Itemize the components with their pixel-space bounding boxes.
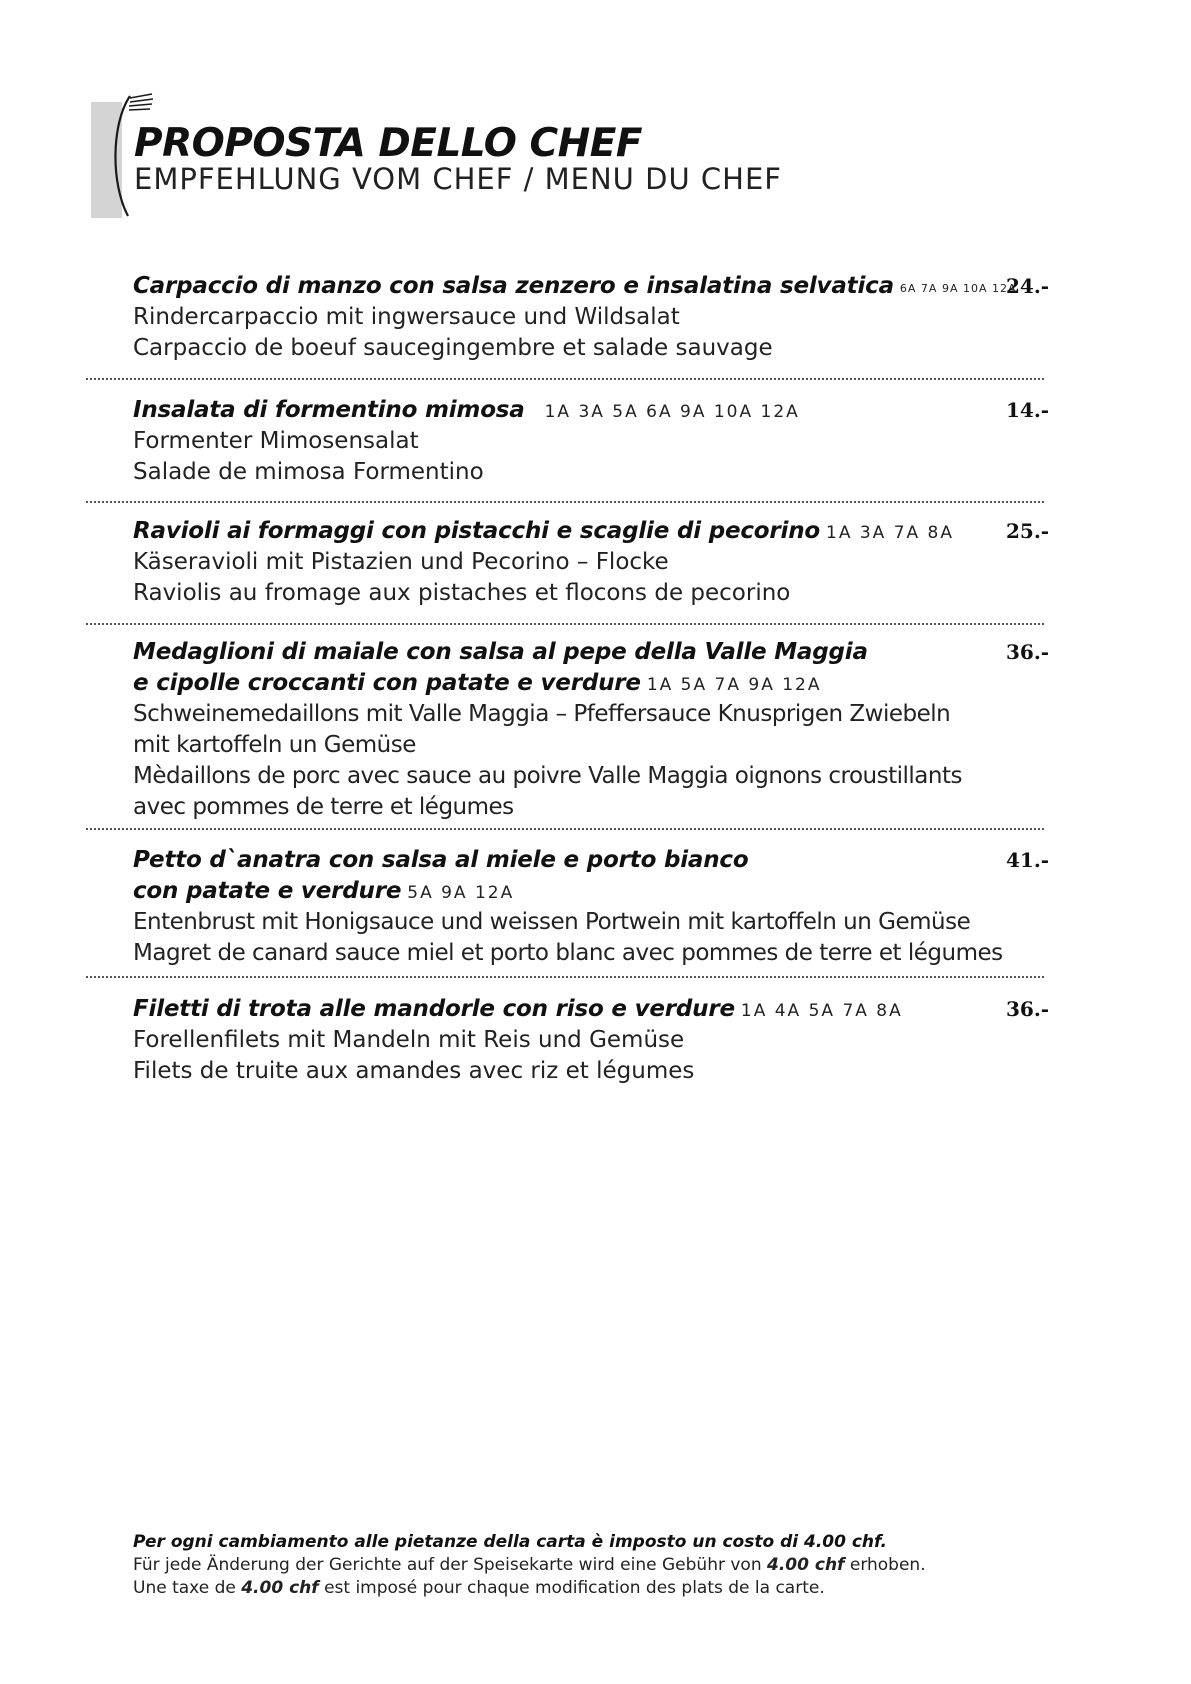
item-name-it-line1: Medaglioni di maiale con salsa al pepe della Valle Maggia bbox=[133, 639, 868, 665]
item-title-line bbox=[133, 516, 1123, 547]
item-title-line bbox=[133, 395, 1123, 426]
menu-item-ravioli bbox=[133, 516, 1123, 609]
item-name-it: Ravioli ai formaggi con pistacchi e scaglie di pecorino bbox=[133, 518, 820, 544]
item-price: 25.- bbox=[1006, 519, 1050, 543]
item-title-line bbox=[133, 637, 1123, 668]
item-name-it-line1: Petto d`anatra con salsa al miele e porto bianco bbox=[133, 847, 749, 873]
item-title-line bbox=[133, 994, 1123, 1025]
item-allergens: 1A 5A 7A 9A 12A bbox=[646, 675, 822, 695]
dotted-separator bbox=[86, 501, 1044, 503]
item-allergens: 1A 4A 5A 7A 8A bbox=[740, 1001, 903, 1021]
note-text: est imposé pour chaque modification des plats de la carte. bbox=[318, 1578, 825, 1598]
page-title: PROPOSTA DELLO CHEF bbox=[134, 121, 643, 166]
item-price: 14.- bbox=[1006, 398, 1050, 422]
item-name-it-line2: con patate e verdure bbox=[133, 878, 402, 904]
item-title-line bbox=[133, 271, 1123, 302]
item-desc-de: Formenter Mimosensalat bbox=[133, 428, 419, 454]
item-desc-fr: Filets de truite aux amandes avec riz et légumes bbox=[133, 1058, 695, 1084]
item-title-line bbox=[133, 845, 1123, 876]
item-desc-de-line2: mit kartoffeln un Gemüse bbox=[133, 732, 416, 758]
item-desc-fr: Raviolis au fromage aux pistaches et flocons de pecorino bbox=[133, 580, 791, 606]
item-desc-fr-line2: avec pommes de terre et légumes bbox=[133, 794, 514, 820]
item-desc-de-line1: Schweinemedaillons mit Valle Maggia – Pfeffersauce Knusprigen Zwiebeln bbox=[133, 701, 951, 727]
surcharge-note-fr bbox=[133, 1577, 1133, 1600]
item-desc-fr-line1: Mèdaillons de porc avec sauce au poivre Valle Maggia oignons croustillants bbox=[133, 763, 962, 789]
item-desc-fr: Carpaccio de boeuf saucegingembre et salade sauvage bbox=[133, 335, 773, 361]
item-desc-de: Käseravioli mit Pistazien und Pecorino – Flocke bbox=[133, 549, 669, 575]
note-text: Für jede Änderung der Gerichte auf der Speisekarte wird eine Gebühr von bbox=[133, 1555, 767, 1575]
note-text: Une taxe de bbox=[133, 1578, 242, 1598]
item-desc-fr: Salade de mimosa Formentino bbox=[133, 459, 484, 485]
item-name-it: Filetti di trota alle mandorle con riso e verdure bbox=[133, 996, 735, 1022]
note-text: erhoben. bbox=[844, 1555, 926, 1575]
surcharge-amount: 4.00 chf bbox=[241, 1578, 319, 1598]
item-desc-de: Entenbrust mit Honigsauce und weissen Portwein mit kartoffeln un Gemüse bbox=[133, 909, 971, 935]
menu-item-carpaccio bbox=[133, 271, 1123, 364]
item-name-it: Carpaccio di manzo con salsa zenzero e insalatina selvatica bbox=[133, 273, 894, 299]
dotted-separator bbox=[86, 976, 1044, 978]
surcharge-note bbox=[133, 1531, 1133, 1600]
item-price: 36.- bbox=[1006, 997, 1050, 1021]
surcharge-note-it: Per ogni cambiamento alle pietanze della carta è imposto un costo di 4.00 chf. bbox=[133, 1532, 887, 1552]
surcharge-note-de bbox=[133, 1554, 1133, 1577]
menu-item-insalata bbox=[133, 395, 1123, 488]
item-title-line2 bbox=[133, 668, 1123, 699]
menu-item-filetti-trota bbox=[133, 994, 1123, 1087]
dotted-separator bbox=[86, 378, 1044, 380]
item-allergens: 5A 9A 12A bbox=[407, 883, 515, 903]
item-desc-de: Forellenfilets mit Mandeln mit Reis und Gemüse bbox=[133, 1027, 685, 1053]
surcharge-amount: 4.00 chf bbox=[767, 1555, 845, 1575]
item-price: 24.- bbox=[1006, 274, 1050, 298]
item-allergens: 1A 3A 5A 6A 9A 10A 12A bbox=[544, 402, 800, 422]
item-name-it-line2: e cipolle croccanti con patate e verdure bbox=[133, 670, 641, 696]
dotted-separator bbox=[86, 623, 1044, 625]
item-price: 36.- bbox=[1006, 640, 1050, 664]
item-allergens: 6A 7A 9A 10A 12A bbox=[899, 282, 1017, 295]
item-allergens: 1A 3A 7A 8A bbox=[826, 523, 954, 543]
item-title-line2 bbox=[133, 876, 1123, 907]
page-subtitle: EMPFEHLUNG VOM CHEF / MENU DU CHEF bbox=[134, 162, 782, 196]
item-desc-fr: Magret de canard sauce miel et porto blanc avec pommes de terre et légumes bbox=[133, 940, 1003, 966]
item-desc-de: Rindercarpaccio mit ingwersauce und Wildsalat bbox=[133, 304, 680, 330]
menu-item-medaglioni bbox=[133, 637, 1123, 823]
item-name-it: Insalata di formentino mimosa bbox=[133, 397, 525, 423]
dotted-separator bbox=[86, 828, 1044, 830]
menu-item-anatra bbox=[133, 845, 1123, 969]
item-price: 41.- bbox=[1006, 848, 1050, 872]
